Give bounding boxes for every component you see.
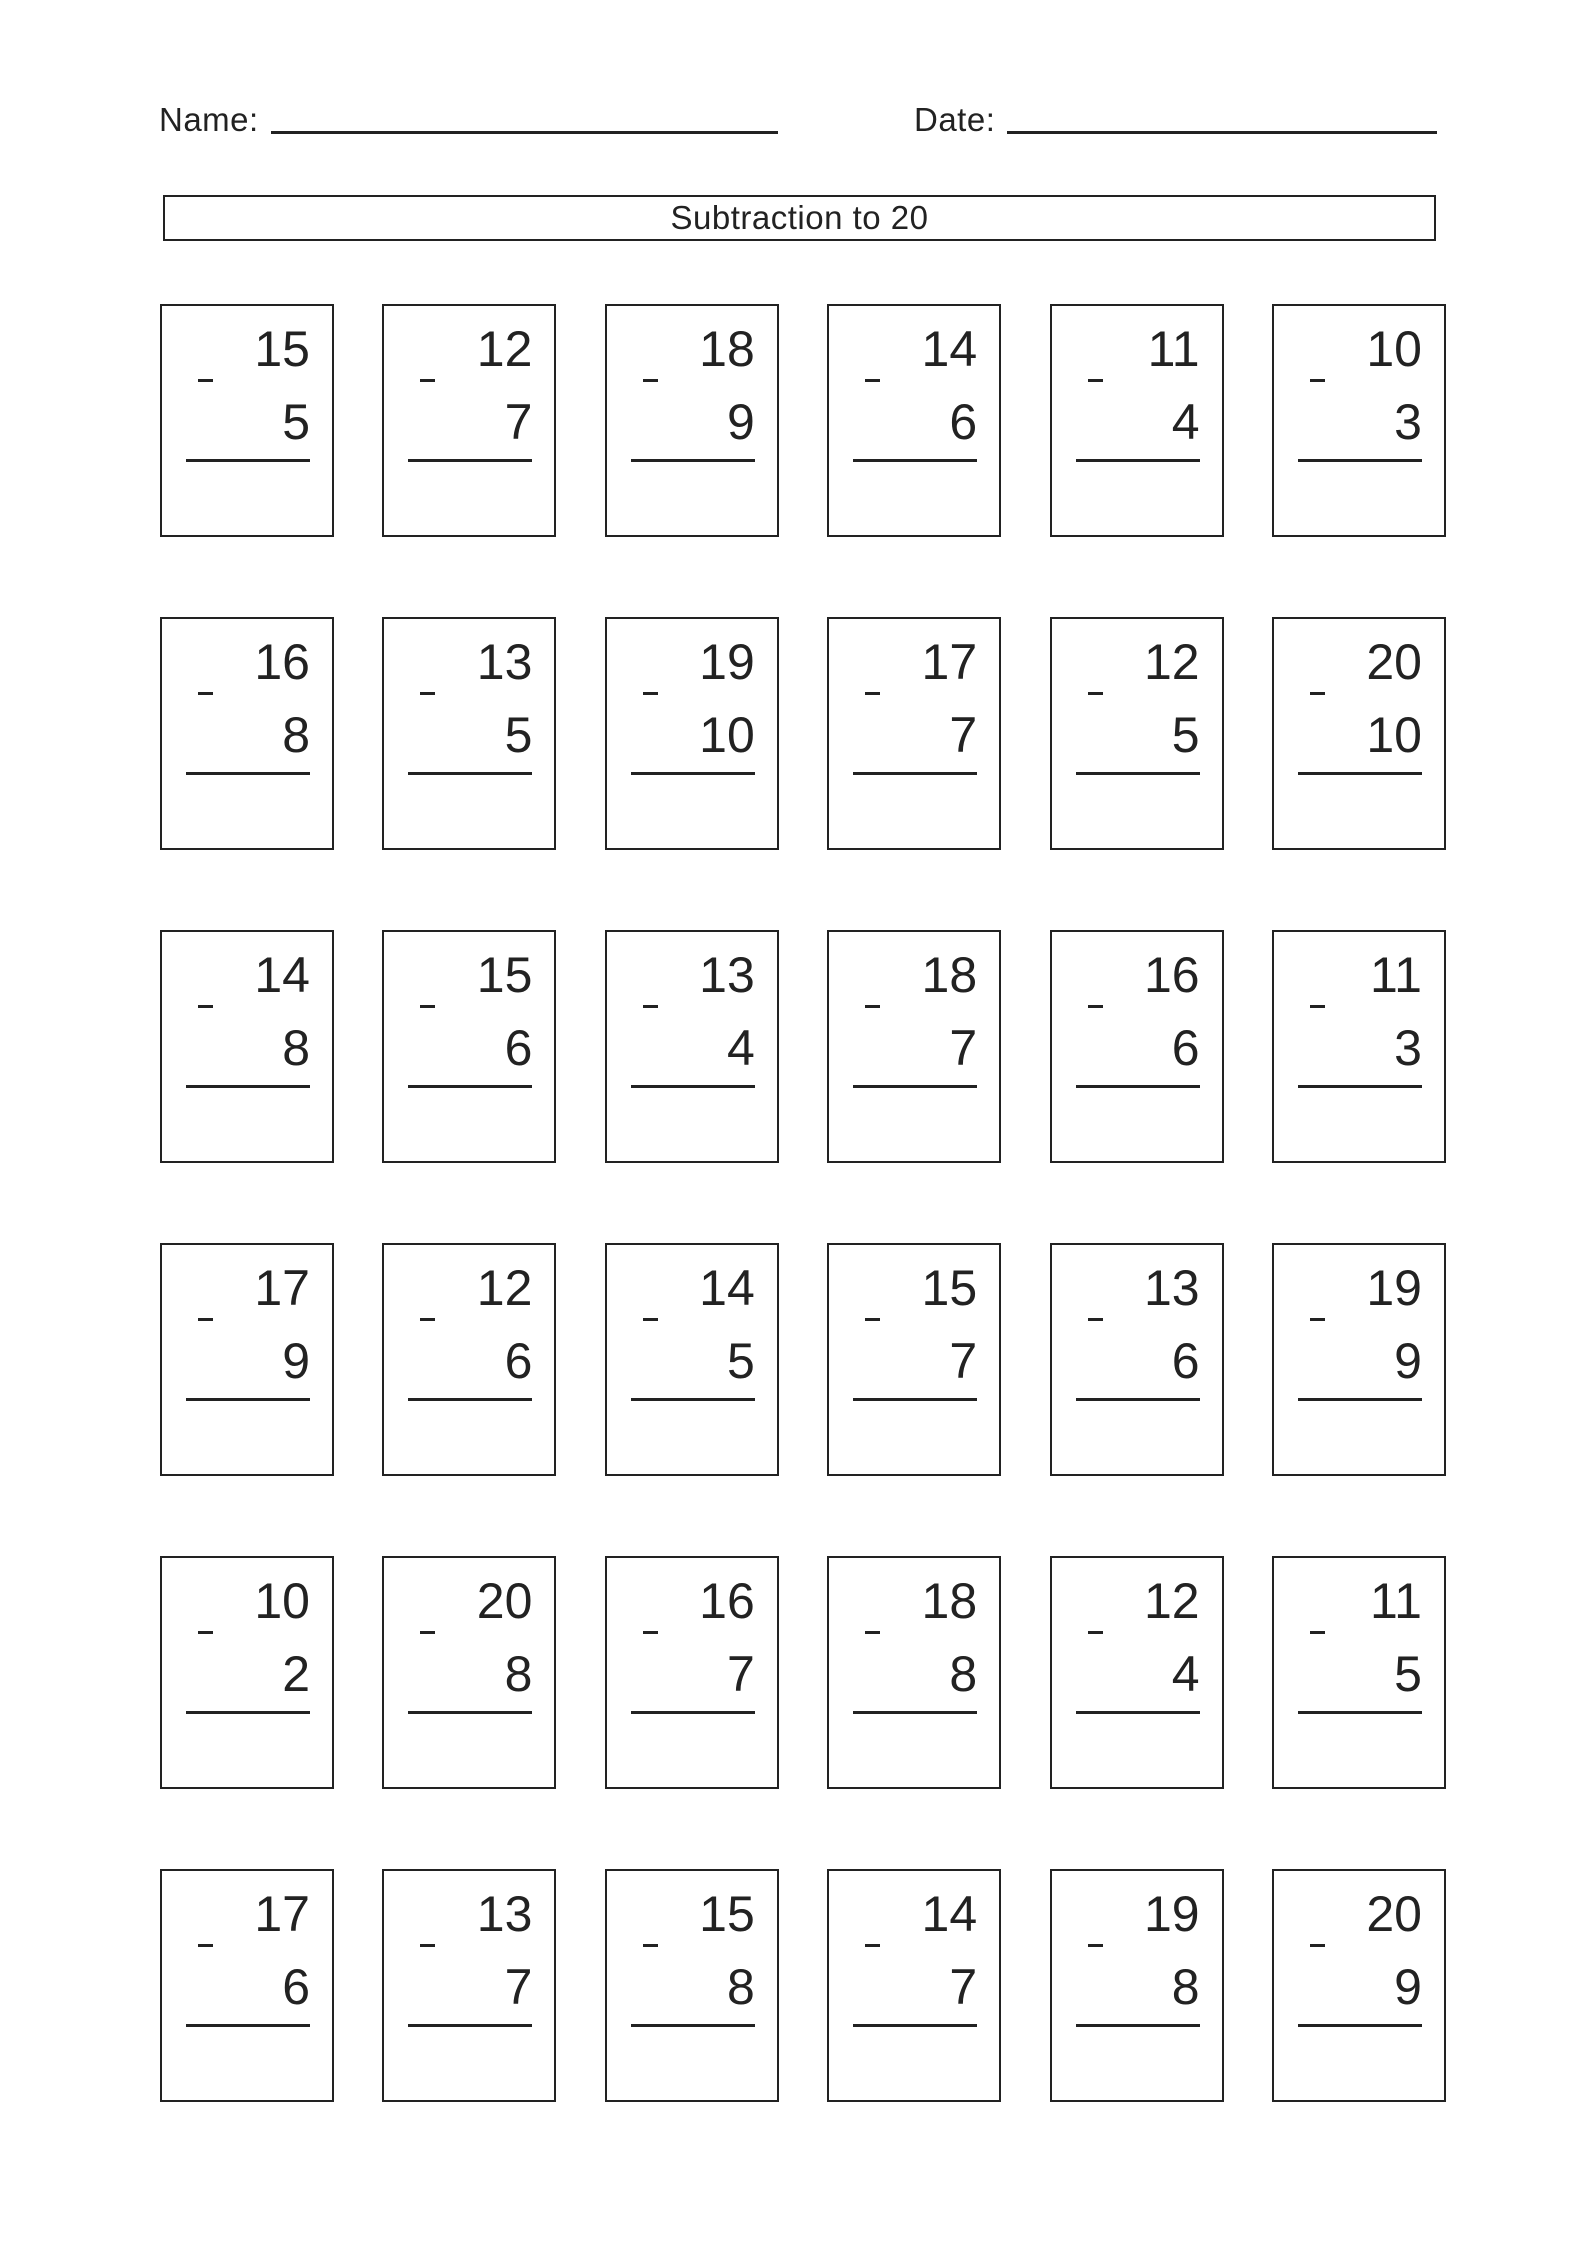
worksheet-title: Subtraction to 20	[163, 195, 1436, 241]
subtrahend: 6	[949, 394, 978, 450]
minus-sign	[198, 1318, 213, 1321]
minuend: 17	[254, 1886, 310, 1942]
answer-line[interactable]	[1076, 2024, 1200, 2027]
answer-line[interactable]	[408, 1398, 532, 1401]
subtrahend: 8	[282, 707, 310, 763]
minus-sign	[1088, 1944, 1103, 1947]
minus-sign	[865, 1005, 880, 1008]
subtrahend: 8	[949, 1646, 978, 1702]
minuend: 12	[476, 321, 533, 377]
problem-card	[1272, 1869, 1446, 2102]
answer-line[interactable]	[1298, 1085, 1422, 1088]
problem-card	[160, 1556, 334, 1789]
subtrahend: 4	[726, 1020, 755, 1076]
subtrahend: 5	[726, 1333, 755, 1389]
minus-sign	[643, 1318, 658, 1321]
minuend: 11	[1370, 947, 1422, 1003]
subtrahend: 5	[1394, 1646, 1422, 1702]
minuend: 15	[476, 947, 533, 1003]
subtrahend: 9	[726, 394, 755, 450]
answer-line[interactable]	[186, 1711, 310, 1714]
minus-sign	[420, 1318, 435, 1321]
problem-card	[1272, 617, 1446, 850]
answer-line[interactable]	[853, 1398, 977, 1401]
minuend: 20	[476, 1573, 533, 1629]
minuend: 17	[921, 634, 978, 690]
minuend: 10	[1366, 321, 1422, 377]
problem-card	[605, 1556, 779, 1789]
minuend: 12	[1143, 634, 1200, 690]
minus-sign	[198, 692, 213, 695]
subtrahend: 7	[949, 1959, 978, 2015]
answer-line[interactable]	[1076, 1085, 1200, 1088]
answer-line[interactable]	[408, 459, 532, 462]
subtrahend: 9	[282, 1333, 310, 1389]
minuend: 15	[921, 1260, 978, 1316]
minus-sign	[1310, 1318, 1325, 1321]
answer-line[interactable]	[186, 459, 310, 462]
minuend: 14	[921, 1886, 978, 1942]
problem-card	[827, 304, 1001, 537]
answer-line[interactable]	[631, 459, 755, 462]
answer-line[interactable]	[186, 1398, 310, 1401]
problem-card	[1050, 1243, 1224, 1476]
subtrahend: 7	[726, 1646, 755, 1702]
problem-card	[1050, 1556, 1224, 1789]
minus-sign	[1310, 1005, 1325, 1008]
subtrahend: 9	[1394, 1959, 1422, 2015]
minus-sign	[198, 379, 213, 382]
minus-sign	[865, 1631, 880, 1634]
answer-line[interactable]	[186, 1085, 310, 1088]
subtrahend: 7	[949, 1020, 978, 1076]
minuend: 20	[1366, 1886, 1422, 1942]
problem-card	[605, 1869, 779, 2102]
subtrahend: 6	[1171, 1020, 1200, 1076]
minus-sign	[1310, 1631, 1325, 1634]
problem-card	[1050, 930, 1224, 1163]
name-label: Name:	[159, 101, 259, 138]
answer-line[interactable]	[853, 1085, 977, 1088]
minus-sign	[1310, 692, 1325, 695]
answer-line[interactable]	[408, 772, 532, 775]
answer-line[interactable]	[1076, 1398, 1200, 1401]
problem-card	[1272, 930, 1446, 1163]
minuend: 10	[254, 1573, 310, 1629]
answer-line[interactable]	[1298, 1711, 1422, 1714]
date-input-line[interactable]	[1007, 130, 1437, 134]
answer-line[interactable]	[853, 459, 977, 462]
minuend: 12	[1143, 1573, 1200, 1629]
subtrahend: 8	[504, 1646, 533, 1702]
subtrahend: 3	[1394, 1020, 1422, 1076]
minus-sign	[198, 1005, 213, 1008]
minus-sign	[643, 1631, 658, 1634]
minus-sign	[1088, 1318, 1103, 1321]
problem-card	[382, 1556, 556, 1789]
minus-sign	[420, 1005, 435, 1008]
problem-card	[382, 304, 556, 537]
answer-line[interactable]	[1298, 2024, 1422, 2027]
problem-card	[827, 1556, 1001, 1789]
subtrahend: 3	[1394, 394, 1422, 450]
subtrahend: 4	[1171, 1646, 1200, 1702]
answer-line[interactable]	[631, 2024, 755, 2027]
problem-card	[160, 1243, 334, 1476]
problem-card	[827, 617, 1001, 850]
problem-card	[160, 304, 334, 537]
subtrahend: 2	[282, 1646, 310, 1702]
minuend: 16	[254, 634, 310, 690]
minuend: 18	[921, 947, 978, 1003]
minus-sign	[420, 1631, 435, 1634]
problem-card	[1272, 304, 1446, 537]
answer-line[interactable]	[631, 1085, 755, 1088]
subtrahend: 8	[282, 1020, 310, 1076]
minus-sign	[420, 379, 435, 382]
minuend: 19	[699, 634, 755, 690]
name-field[interactable]	[159, 96, 778, 136]
minus-sign	[198, 1944, 213, 1947]
minus-sign	[1310, 1944, 1325, 1947]
minus-sign	[1088, 1005, 1103, 1008]
minuend: 20	[1366, 634, 1422, 690]
minuend: 14	[921, 321, 978, 377]
minus-sign	[865, 692, 880, 695]
answer-line[interactable]	[1298, 772, 1422, 775]
minus-sign	[1088, 692, 1103, 695]
minuend: 18	[699, 321, 755, 377]
answer-line[interactable]	[1298, 459, 1422, 462]
minuend: 11	[1147, 321, 1200, 377]
minuend: 18	[921, 1573, 978, 1629]
minuend: 19	[1143, 1886, 1200, 1942]
problem-card	[1272, 1243, 1446, 1476]
minuend: 15	[699, 1886, 755, 1942]
answer-line[interactable]	[853, 2024, 977, 2027]
subtrahend: 6	[282, 1959, 310, 2015]
problem-card	[382, 1869, 556, 2102]
minuend: 12	[476, 1260, 533, 1316]
problem-card	[382, 1243, 556, 1476]
problem-card	[1050, 1869, 1224, 2102]
date-label: Date:	[914, 101, 996, 138]
problem-card	[827, 930, 1001, 1163]
subtrahend: 5	[1171, 707, 1200, 763]
minus-sign	[865, 1944, 880, 1947]
subtrahend: 6	[504, 1333, 533, 1389]
minus-sign	[420, 1944, 435, 1947]
problem-card	[605, 930, 779, 1163]
minus-sign	[865, 379, 880, 382]
problem-card	[160, 1869, 334, 2102]
minuend: 14	[699, 1260, 755, 1316]
minuend: 15	[254, 321, 310, 377]
minus-sign	[1310, 379, 1325, 382]
problem-card	[1050, 304, 1224, 537]
answer-line[interactable]	[1076, 1711, 1200, 1714]
subtrahend: 5	[504, 707, 533, 763]
problem-card	[605, 617, 779, 850]
answer-line[interactable]	[853, 1711, 977, 1714]
subtrahend: 8	[1171, 1959, 1200, 2015]
problem-card	[382, 930, 556, 1163]
subtrahend: 7	[504, 1959, 533, 2015]
minuend: 14	[254, 947, 310, 1003]
minuend: 19	[1366, 1260, 1422, 1316]
answer-line[interactable]	[1076, 772, 1200, 775]
minus-sign	[643, 692, 658, 695]
answer-line[interactable]	[186, 2024, 310, 2027]
minus-sign	[865, 1318, 880, 1321]
answer-line[interactable]	[631, 1711, 755, 1714]
problem-card	[1272, 1556, 1446, 1789]
subtrahend: 6	[504, 1020, 533, 1076]
minus-sign	[1088, 379, 1103, 382]
subtrahend: 10	[699, 707, 755, 763]
subtrahend: 7	[949, 707, 978, 763]
answer-line[interactable]	[631, 772, 755, 775]
minuend: 16	[699, 1573, 755, 1629]
answer-line[interactable]	[1076, 459, 1200, 462]
answer-line[interactable]	[631, 1398, 755, 1401]
minus-sign	[1088, 1631, 1103, 1634]
answer-line[interactable]	[408, 2024, 532, 2027]
subtrahend: 10	[1366, 707, 1422, 763]
subtrahend: 8	[726, 1959, 755, 2015]
minuend: 13	[476, 634, 533, 690]
name-input-line[interactable]	[271, 130, 778, 134]
subtrahend: 4	[1171, 394, 1200, 450]
subtrahend: 7	[949, 1333, 978, 1389]
answer-line[interactable]	[408, 1711, 532, 1714]
minuend: 11	[1370, 1573, 1422, 1629]
problem-card	[827, 1243, 1001, 1476]
problem-grid	[160, 304, 1446, 2102]
problem-card	[827, 1869, 1001, 2102]
minus-sign	[643, 1005, 658, 1008]
minuend: 17	[254, 1260, 310, 1316]
answer-line[interactable]	[853, 772, 977, 775]
subtrahend: 7	[504, 394, 533, 450]
problem-card	[382, 617, 556, 850]
minuend: 13	[1143, 1260, 1200, 1316]
date-field[interactable]	[914, 96, 1437, 136]
minuend: 16	[1143, 947, 1200, 1003]
subtrahend: 6	[1171, 1333, 1200, 1389]
minus-sign	[420, 692, 435, 695]
answer-line[interactable]	[186, 772, 310, 775]
answer-line[interactable]	[408, 1085, 532, 1088]
problem-card	[605, 1243, 779, 1476]
problem-card	[605, 304, 779, 537]
answer-line[interactable]	[1298, 1398, 1422, 1401]
subtrahend: 5	[282, 394, 310, 450]
minus-sign	[643, 1944, 658, 1947]
minus-sign	[198, 1631, 213, 1634]
problem-card	[160, 930, 334, 1163]
minus-sign	[643, 379, 658, 382]
minuend: 13	[699, 947, 755, 1003]
subtrahend: 9	[1394, 1333, 1422, 1389]
problem-card	[160, 617, 334, 850]
problem-card	[1050, 617, 1224, 850]
minuend: 13	[476, 1886, 533, 1942]
